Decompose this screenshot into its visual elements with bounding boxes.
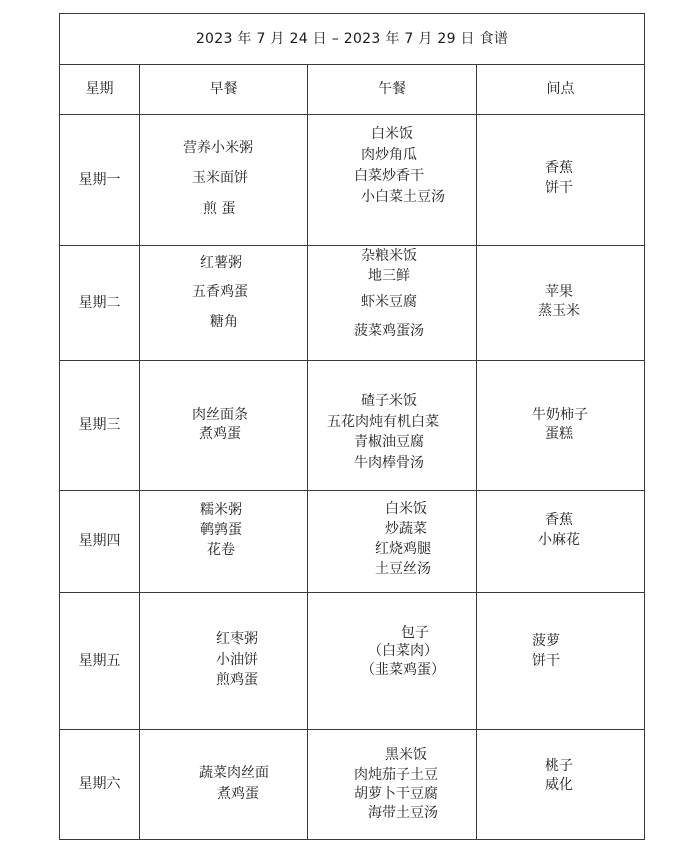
menu-item: 蒸玉米	[538, 303, 580, 319]
menu-item: 白菜炒香干	[354, 168, 424, 184]
menu-item: 碴子米饭	[361, 393, 417, 409]
menu-item: 营养小米粥	[183, 140, 253, 156]
menu-item: 杂粮米饭	[361, 248, 417, 264]
snack-cell	[477, 115, 645, 246]
menu-item: 胡萝卜干豆腐	[354, 786, 438, 802]
menu-item: 玉米面饼	[192, 170, 248, 186]
menu-item: 红烧鸡腿	[375, 541, 431, 557]
menu-item: 白米饭	[385, 501, 427, 517]
menu-item: 蛋糕	[545, 426, 573, 442]
menu-item: 煎 蛋	[203, 201, 236, 217]
menu-item: 苹果	[545, 284, 573, 300]
breakfast-cell	[140, 491, 308, 593]
lunch-cell	[308, 115, 477, 246]
menu-title: 2023 年 7 月 24 日 – 2023 年 7 月 29 日 食谱	[60, 14, 645, 65]
menu-item: 青椒油豆腐	[354, 434, 424, 450]
menu-item: 红枣粥	[216, 631, 258, 647]
menu-item: 香蕉	[545, 160, 573, 176]
menu-item: 糯米粥	[200, 502, 242, 518]
menu-item: 花卷	[207, 542, 235, 558]
menu-item: 海带土豆汤	[368, 805, 438, 821]
menu-item: 小油饼	[216, 652, 258, 668]
menu-item: 五香鸡蛋	[192, 284, 248, 300]
menu-item: 煮鸡蛋	[199, 426, 241, 442]
table-row	[60, 730, 645, 840]
menu-item: 菠菜鸡蛋汤	[354, 323, 424, 339]
day-cell: 星期二	[60, 246, 140, 361]
lunch-cell	[308, 491, 477, 593]
header-breakfast: 早餐	[140, 65, 308, 115]
menu-item: 饼干	[532, 653, 560, 669]
menu-item: 香蕉	[545, 512, 573, 528]
menu-item: 牛奶柿子	[532, 407, 588, 423]
menu-item: 肉炖茄子土豆	[354, 767, 438, 783]
snack-cell	[477, 361, 645, 491]
menu-item: 蔬菜肉丝面	[199, 765, 269, 781]
menu-table	[59, 13, 645, 840]
lunch-cell	[308, 361, 477, 491]
menu-item: 地三鲜	[368, 268, 410, 284]
menu-item: 小白菜土豆汤	[361, 189, 445, 205]
menu-item: 虾米豆腐	[361, 294, 417, 310]
breakfast-cell	[140, 593, 308, 730]
menu-item: 小麻花	[538, 532, 580, 548]
menu-item: 肉炒角瓜	[361, 147, 417, 163]
menu-item: 肉丝面条	[192, 407, 248, 423]
menu-item: 鹌鹑蛋	[200, 522, 242, 538]
menu-item: 白米饭	[371, 126, 413, 142]
menu-item: 红薯粥	[200, 255, 242, 271]
snack-cell	[477, 246, 645, 361]
menu-item: 桃子	[545, 758, 573, 774]
breakfast-cell	[140, 361, 308, 491]
table-row	[60, 115, 645, 246]
day-cell: 星期三	[60, 361, 140, 491]
menu-item: 包子	[401, 625, 429, 641]
menu-item: 煮鸡蛋	[217, 786, 259, 802]
header-lunch: 午餐	[308, 65, 477, 115]
lunch-cell	[308, 246, 477, 361]
menu-item: 土豆丝汤	[375, 561, 431, 577]
table-row	[60, 246, 645, 361]
header-snack: 间点	[477, 65, 645, 115]
table-row	[60, 491, 645, 593]
menu-item: 炒蔬菜	[385, 521, 427, 537]
lunch-cell	[308, 730, 477, 840]
menu-item: （白菜肉）	[368, 643, 438, 659]
breakfast-cell	[140, 246, 308, 361]
table-row	[60, 361, 645, 491]
header-day: 星期	[60, 65, 140, 115]
snack-cell	[477, 491, 645, 593]
day-cell: 星期六	[60, 730, 140, 840]
menu-item: 煎鸡蛋	[216, 672, 258, 688]
menu-item: 黑米饭	[385, 747, 427, 763]
day-cell: 星期五	[60, 593, 140, 730]
menu-item: （韭菜鸡蛋）	[361, 662, 445, 678]
breakfast-cell	[140, 115, 308, 246]
menu-item: 威化	[545, 777, 573, 793]
day-cell: 星期四	[60, 491, 140, 593]
day-cell: 星期一	[60, 115, 140, 246]
menu-item: 饼干	[545, 180, 573, 196]
snack-cell	[477, 593, 645, 730]
lunch-cell	[308, 593, 477, 730]
table-row	[60, 593, 645, 730]
snack-cell	[477, 730, 645, 840]
menu-item: 五花肉炖有机白菜	[327, 414, 439, 430]
menu-item: 糖角	[210, 314, 238, 330]
breakfast-cell	[140, 730, 308, 840]
menu-item: 菠萝	[532, 633, 560, 649]
menu-item: 牛肉棒骨汤	[354, 455, 424, 471]
